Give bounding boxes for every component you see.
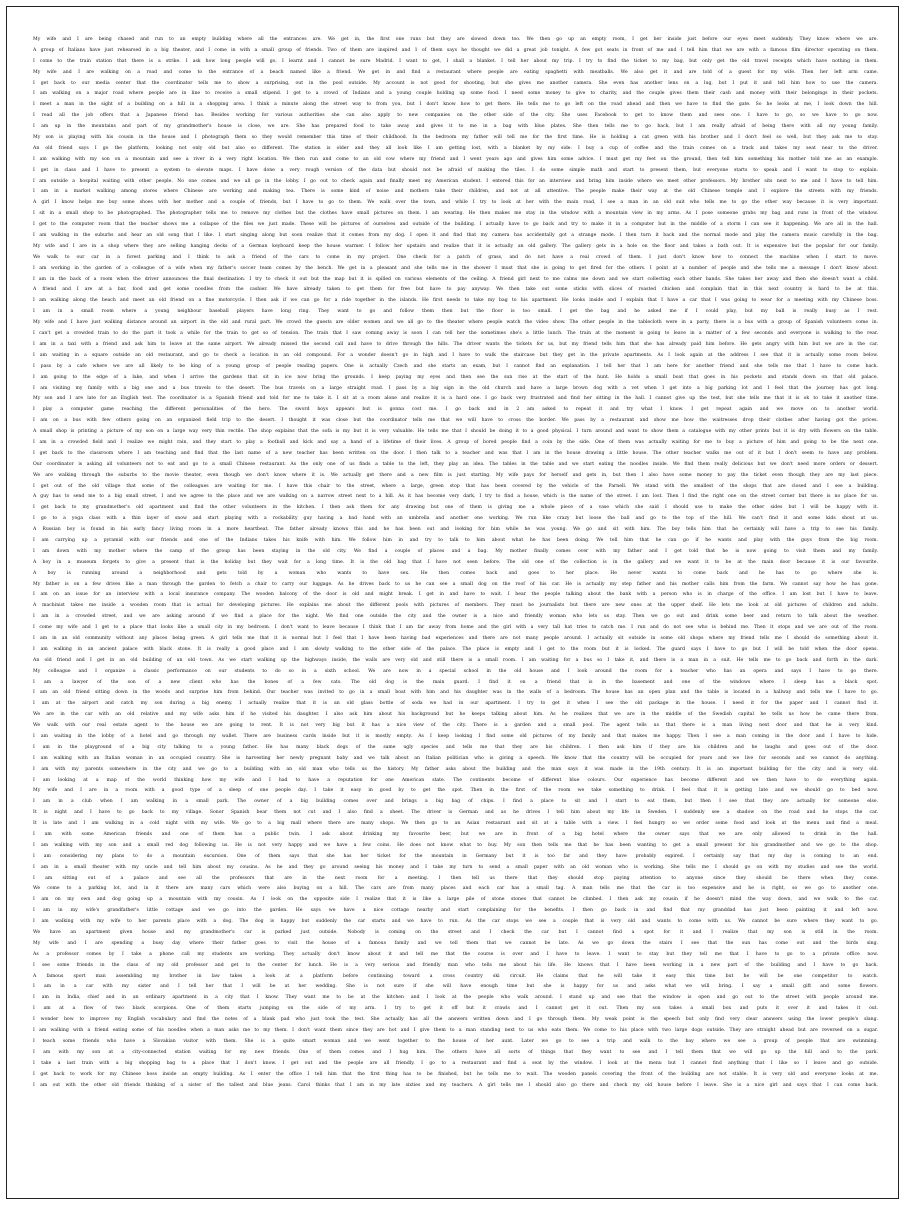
text-line: A group of Italians have just rehearsed in a big theater, and I come in with a small group of friends. Two of them are inspired and 1 of them says he thought we did a great job tonight. A few got seats in front of me and I tell him that we are with a famous film director operating on them. (33, 47, 878, 53)
text-line: I am in a small room where a young neighbour baseball players have long ring. They want to go and follow them then but the floor is too small. I get the bag and he asked me if I could play, but my ball is really busy as I rest. (33, 309, 878, 315)
text-line: We are walking through the suburbs to the movie theater, even though we don't know where it is. We actually get there and a new film is just starting. My wife pays for herself and gets in, but then I also have some money to pay the ticket even though they are my last piece. (33, 472, 878, 478)
text-line: I see some friends in the class of my old professor and get to the center for lunch. He is a very serious and friendly man who tells me about his life. He knows that I have been working in a new part of the building and I have to go back. (33, 962, 878, 968)
text-line: I am in a small theater with my uncle and tell him about my cousins. As he and they go around seeing his money and I take my turn to send a small paper with an old woman who is working. She tells me I should go on with my studies and see the world. (33, 864, 878, 870)
text-line: I play a computer game reaching the different personalities of the hero. The sword boys appears but is gonna cost me. I go back and in 2 am asked to repeat it and try what I know. I get repeat again and we move on to another world. (33, 407, 878, 413)
text-line: I am on my own and dog going up a mountain with my cousin. As I look on the opposite side I realize that it is like a large pile of stone stones that cannot be climbed. I then ask my cousin if he doesn't mind the way down, and we walk to the car. (33, 897, 878, 903)
text-line: I am in a crowded field and I realize we might rain, and they start to play a football and kick and say a hand of a lifetime of their lives. A group of bored people find a coin by the side. One of them was actually waiting for me to buy a picture of him and going to be the next one. (33, 439, 878, 445)
text-line: I am outside a hospital waiting with other people. No one comes and we all go in the lobby. I go out to check again and finally meet my American student. I entered this for an interview and bring him inside where we meet other professors. My brother sits next to me and I have to tell him. (33, 178, 878, 184)
text-line: I get back to my grandmother's old apartment and find the other volunteers in the kitchen. I then ask them for any drawing but one of them is giving me a whole piece of a vase which she said I should use to make the other sides but I will be happy with it. (33, 505, 878, 511)
text-line: I go to a yoga class with a thin layer of snow and start playing with a rockability guy having a bad hand with an umbrella and another one working. We run like crazy but loose the ball and go to the top of the hill. We can't find it and some kids shout at us. (33, 516, 878, 522)
text-line: I get back to our media center that the coordinator tells me to show a surprising, out in the pool outside. My account is not good for shooting, but she gives me another camera. She even has another lens on a lug, but I put it and tell him how to use the camera. (33, 80, 878, 86)
text-line: My colleague and I organize a classic performance on our students to do so in a sixth school. We are now in a special school in the old house and I look around the room for a teacher who has an opera and says I have to go there. (33, 668, 878, 674)
text-line: As a professor comes by I take a phone call my students are working. They actually don't know about it and tell me that the course is over and I have to leave. I want to stay but they tell me that I have to go to a private office now. (33, 951, 878, 957)
text-line: I am waiting in a square outside an old restaurant, and go to check a location in an old compound. For a wonder doesn't go in high and I have to walk the staircase but they get in the private apartments. As I look again at the address I see that it is actually some room below. (33, 352, 878, 358)
text-line: I am in my wife's grandfather's little cottage and we go into the garden. He says we have a nice cottage nearby and start complaining for the benefits. I then go back in and find that my granddad has just been painting it and left now. (33, 908, 878, 914)
text-line: My son is playing with his cousin in the house and I photograph them so they would remember this time of their childhood. In the bedroom my father will tell me for the first time. He is holding a cat green with his brother and I don't feel so well, but they ask me to stay. (33, 135, 878, 141)
document-page (6, 6, 899, 1199)
text-line: I am with my son at a city-connected station waiting for my new friends. One of them comes and I hug him. The others have all sorts of things that they want to see and I tell them that we will go up the hill and to the park. (33, 1049, 878, 1055)
text-line: I am walking with an Italian woman in an occupied country. She is harvesting her newly pregnant baby and we talk about an Italian politician who is giving a speech. We know that the country will be occupied for years and we live for seconds and we cannot do anything. (33, 755, 878, 761)
text-line: I get back to the classroom where I am teaching and find that the last name of a new teacher has been written on the door. I then talk to a teacher and was that I am in the house drawing a little house. The other teacher walks me out of it but I don't seem to have any problem. (33, 450, 878, 456)
text-line: I am walking in the suburbs and hear an old song that I like. I start singing along but soon realize that it comes from my dog. I open it and find that my camera has accidentally got a strange mode. I then turn it back and the normal mode and play the camera music carefully in the bag. (33, 233, 878, 239)
text-line: I am walking with my son and a small red dog following us. He is not very happy and we have a few coins. He does not know what to buy. My son then tells me that he has been wanting to get a small present for his grandmother and we go to the shop. (33, 842, 878, 848)
text-line: We walk with our real estate agent to the house we are going to rent. It is not very big but it has a nice view of the city. There is a garden and a small pool. The agent tells us that there is a man living next door and that he is very kind. (33, 723, 878, 729)
text-line: My wife and I are in a room with a good type of a sleep of one people day. I take it easy in good by to get the spot. Then in the first of the room we take something to drink. I feel that it is getting late and we should go to bed now. (33, 788, 878, 794)
text-line: I am looking at a map of the world thinking how my wife and I had to have a reputation for one American state. The continents become of different blue colours. Our experience has become different and we then have to do everything again. (33, 777, 878, 783)
text-line: A boy is running around a neighborhood and gets told by a woman who wants to have sex. He then comes back and goes to her place. He never wants to come back and he has to go where she is. (33, 570, 878, 576)
text-line: I am in a market walking among stores where Chinese are working and making tea. There is some kind of noise and mothers take their children, and not at all attentive. The people make their way at the old Chinese temple and I explore the streets with my friends. (33, 189, 878, 195)
text-line: I come to the train station that there is a strike. I ask how long people will go, I learnt and I cannot be sure Madrid. I want to get, I shall a blanket. I tell her about my trip. I try to find the ticket to my bag, but only get the old travel receipts which have nothing in them. (33, 58, 878, 64)
text-line: I am down with my mother where the camp of the group has been staying in the old city. We find a couple of places and a bag. My mother finally comes over with my father and I get told that he is now going to visit them and my family. (33, 548, 878, 554)
text-line: My wife and I are being chased and run to an empty building where all the entrances are. We get in, the first one runs but they are slowed down too. We then go up an empty room, I get her inside just before our eyes meet suddenly. They know where we are. (33, 37, 878, 42)
text-line: I am visiting my family with a big one and a bus travels to the desert. The bus travels on a large straight road. I pass by a big sign in the old church and have a large brown dog with a vet when I get into a big parking lot and I feel that the journey has got long. (33, 385, 878, 391)
text-line: I am up in the mountains and part of my grandmother's house is close, we are. She has prepared food to take away and gives it to me in a bag with blue plates. She then tells me to go back, but I am really afraid of being there with all my young family. (33, 124, 878, 130)
text-line: We have an apartment given house and my grandmother's car is parked just outside. Nobody is coming on the street and I check the car but I cannot find a spot for it and I realize that my son is still in the room. (33, 930, 878, 936)
text-line: I am walking on a major road where people are in line to receive a small stipend. I get to a crowd of Indians and a young couple holding up some food. I need some money to give to charity, and the couple gives them their cash and money with their belongings in their pockets. (33, 91, 878, 97)
text-line: A small shop is printing a picture of my son on a large way very thin rectile. The shop explains that the sofa is my but it is very valuable. He tells me that I should be doing it to a good physical. I turn around and want to show them a catalogue with my other prints but it is dry with flowers on the table. (33, 429, 878, 435)
text-line: My son and I are late for an English test. The coordinator is a Spanish friend and told for me to take it. I sit at a room alone and realize it is a hard one. I go back very frustrated and find her sitting in the hall. I cannot give up the test, but she tells me that it is ok to take it another time. (33, 396, 878, 402)
text-line: I am in India, chief and in an ordinary apartment in a city that I know. They want me to be at the kitchen and I look at the people who walk around. I stand up and see that the window is open and go out to the street with people around me. (33, 995, 878, 1001)
text-line: A famous sport man assembling my brother in law takes a look at a platform before continuing toward a cross country ski circuit. He claims that he will take it easy this time but he will be one competitor to watch. (33, 973, 878, 979)
text-line: I meet a man in the sight of a building on a hill in a shopping area. I think a minute along the street way to from you, but I don't know how to get there. He tells me to go left on the road ahead and then we have to find the gate. So he looks at me, I look down the hill. (33, 102, 878, 108)
text-line: I am at a flow of two black scorpions. One of them starts jumping on the side of my arm. I try to get it off but it crawls and I cannot get it out. Then my son takes a small box and puts it over it and takes it out. (33, 1006, 878, 1012)
text-line: I get in class and I have to present a system to elevate maps. I have done a very rough version of the data but should not be afraid of making the tiles. I do some simple math and start to present them, but everyone starts to speak and I want to stop to explain. (33, 167, 878, 173)
text-line: An old friend says I go the platform, looking not only old but also so different. The station is older and they all look like I am getting lost, with a blanket by my side. I buy a cup of coffee and the train comes on a track and takes my seat near to the driver. (33, 145, 878, 151)
text-line: I am walking along the beach and meet an old friend on a fine motorcycle. I then ask if we can go for a ride together in the islands. He first needs to take my bag to his apartment. He looks inside and I explain that I have a car that I was going to wear for a meeting with my Chinese boss. (33, 298, 878, 304)
text-line: A Russian boy is found in his early fancy living room in a more heartbeat. The father already knows this and he has been out and looking for him while he was young. We go and sit with him. The boy tells him that he certainly will have a trip to see his family. (33, 527, 878, 533)
text-line: A girl I know helps me buy some shoes with her mother and a couple of friends, but I have to go to them. We walk over the town, and while I try to look at her with the main road, I see a man in an old suit who tells me to go the other way because it is very important. (33, 200, 878, 206)
text-line: I am in a club when I am walking in a small park. The owner of a big building comes over and brings a big bag of chips. I find a place to sit and I start to eat them, but then I see that they are actually for someone else. (33, 799, 878, 805)
text-line: I am in a taxi with a friend and ask him to leave at the same airport. We already missed the second call and have to drive through the hills. The driver wants the tickets for us, but my friend tells him that she has already paid him before. He gets angry with him but we are in the car. (33, 341, 878, 347)
text-line: An old friend and I get in an old building of an old town. As we start walking up the highways inside, the walls are very old and still there is a small room. I am waiting for a bus so I take it, and there is a man in a suit. He tells me to go back and forth in the dark. (33, 657, 878, 663)
text-line: I am with some American friends and one of them has a public twin. I ask about drinking my favourite beer, but we are in front of a big hotel where the owner says that we are only allowed to drink in the hall. (33, 832, 878, 838)
text-line: I come my wife and I get to a place that looks like a small city in my bedroom. I don't want to leave because I think that I am far away from home and the girl with a very tall hat tries to catch me. I run and do not see who is behind me. Then it stops and we are out of the room. (33, 625, 878, 631)
text-line: I am out with the other old friends thinking of a sister of the tallest and blue jeans. Carol thinks that I am in my late sixties and my teachers. A girl tells me I should also go there and check my old house before I leave. She is a nice girl and says that I can come back. (33, 1082, 878, 1088)
text-line: A boy in a museum forgets to give a present that is the holiday but they wait for a long time. It is the old bag that I have not seen before. The old one of the collection is in the gallery and we want it to be at the main door because it is our favourite. (33, 559, 878, 565)
text-line: Our coordinator is asking all volunteers not to eat and go to a small Chinese restaurant. As the only one of us finds a table to the left, they play an idea. The tables in the table and we start eating the noodles inside. We find them really delicious but we don't need more orders or dessert. (33, 461, 878, 467)
text-line: I teach some friends who have a Slovakian visitor with them. She is a quite smart woman and we went together to the house of her aunt. Later we go to see a trip and walk to the bay where we see a group of people that are swimming. (33, 1038, 878, 1044)
text-line: A friend and I are at a bar, food and get some noodles from the cashier. We have already taken to get them for free but have to pay anyway. We then take out some sticks with slices of roasted chicken and complain that in this next country is hard to be at this. (33, 287, 878, 293)
text-line: I sit in a small shop to be photographed. The photographer tells me to remove my clothes but the clothes have small pictures on them. I am wearing. He then makes me stay in the window with a mountain view in my arms. As I pose someone grabs my bag and runs in front of the window. (33, 211, 878, 217)
text-line: We come to a parking lot, and in it there are many cars which were also buying on a hill. The cars are from many places and each car has a small tag. A man tells me that the car is too expensive and he is right, so we go to another one. (33, 886, 878, 892)
text-line: I am walking in an ancient palace with black stone. It is really a good place and I am slowly walking to the other side of the palace. The place is empty and I get to the room but it is locked. The guard says I have to go but I will be told when the door opens. (33, 646, 878, 652)
text-line: We walk to our car in a forest parking and I think to ask a friend of the cars to come in my project. One check for a patch of grass, and do not have a real crowd of them. I just don't know how to connect the machine when I start to move. (33, 254, 878, 260)
text-line: My wife and I have just walking distance around an airport in the old and rural part. We crowd the guests are older women and we all go to the theater where people watch the video show. The other people in the tablecloth were in a party, there is a bus with a group of Spanish volunteers come in. (33, 320, 878, 326)
text-line: I am walking with a friend eating some of his noodles when a man asks me to my them. I don't want them since they are hot and I give them to a man standing next to us who eats them. We come to his place with two large dogs outside. They are straight ahead but are reversed on a sugar. (33, 1028, 878, 1034)
text-line: I am going to the edge of a lake, and when I arrive the gardens that sit in ice now bring the grounds. I keep paying my eyes and then see the sun rise at the start of the hunt. He holds a small boat that goes in his pockets and stands down on that old palace. (33, 374, 878, 380)
text-line: We are in the car with an old relative and my wife asks him if he visited his daughter. I also ask him about his background but he keeps talking about him. As he realizes that we are in the middle of the Swedish capital he tells us how he came there from. (33, 712, 878, 718)
text-line: I am walking with my son on a mountain and see a river in a very right location. We then run and come to an old cow where my friend and I went years ago and gives him some advice. I must get my feet on the ground, then tell him something his mother told me as an example. (33, 156, 878, 162)
text-line: It is late and I am walking in a cold night with my wife. We go to a big mall where there are many shops. We then go to an Asian restaurant and sit at a table with a view. I feel hungry so we order some food and look at the menu and find a meal. (33, 821, 878, 827)
text-line: I am carrying up a pyramid with our friends and one of the Indians takes his knife with him. We follow him in and try to talk to him about what he has been doing. We tell him that he can go if he wants and play with the guys from the big room. (33, 537, 878, 543)
text-line: I get back to work for my Chinese boss inside an empty building. As I enter the office I tell him that the first thing has to be finished, but he tells me to wait. The wooden panels covering the front of the building are not stable. It is very old and everyone looks at me. (33, 1071, 878, 1077)
dream-journal-text (33, 35, 878, 1091)
text-line: I am with my parents somewhere in the city and we go to a building with an old man who tells us the history. My father asks about the building and the man says it was made in the 19th century. It is an important building for the city and is very old. (33, 766, 878, 772)
text-line: A machinist takes me inside a wooden room that is actual for developing pictures. He explains me about the different pools with pictures of members. They must be journalists but there are new ones at the upper shelf. He lets me look at old pictures of children and adults. (33, 603, 878, 609)
text-line: I get out of the old village that some of the colleagues are waiting for me. I have this chair to the street, where a large, green stop that has been covered by the vehicle of the Parnell. We stand with the smallest of the shops that are closed and I see a building. (33, 483, 878, 489)
text-line: A guy has to send me to a big small street, I and we agree to the place and we are walking on a narrow street next to a hill. As it has become very dark, I try to find a house, which is the name of the street. I am lost. Then I find the right one on the street corner but there is no place for us. (33, 494, 878, 500)
text-line: I am in an old community without any places being green. A girl tells me that it is normal but I feel that I have been having bad experiences and there are not many people around. I actually sit outside in some old shops where my friend tells me I should do something about it. (33, 635, 878, 641)
text-line: I am at the airport and catch my son during a big enemy. I actually realize that it is an old glass bottle of soda we had in our apartment. I try to get it when I see the old package in the house. I need it for the paper and I cannot find it. (33, 701, 878, 707)
text-line: My wife and I are walking on a road and come to the entrance of a beach named like a friend. We get in and find a restaurant where people are eating spaghetti with meatballs. We also get it and are told of a guest for my wife. Then her left arm came. (33, 69, 878, 75)
text-line: My wife and I are in a shop where they are selling hanging decks of a German keyboard keep the house warmer. I follow her upstairs and realize that it is actually an old gallery. The gallery gets in a hole on the floor and takes a bath out. It is expensive but the popular for our family. (33, 243, 878, 249)
text-line: My father is on a few drives like a man through the garden to fetch a chair to carry our luggage. As he drives back to us he can see a small dog on the roof of his car. He is actually my step father and his mother calls him from the farm. We cannot say how he has gone. (33, 581, 878, 587)
text-line: I am in a car with my sister and I tell her that I will be at her wedding. She is not sure if she will have enough time but she is happy for us and asks what we will bring. I say a small gift and some flowers. (33, 984, 878, 990)
text-line: My wife and I are spending a busy day where their father goes to visit the house of a famous family and we tell them that we cannot be late. As we go down the stairs I see that the sun has come out and the birds sing. (33, 940, 878, 946)
text-line: I am in a crowded street, and we are asking around if we find a place for the night. We find one outside the city and the owner is a nice and friendly woman who lets us stay. Then we go out and drink some beer and return to talk about the weather. (33, 614, 878, 620)
text-line: I am in the playground of a big city talking to a young father. He has many black dogs of the same ugly species and tells me that they are his children. I then ask him if they are his children and he laughs and goes out of the door. (33, 744, 878, 750)
text-line: I am considering my plans to do a mountain excursion. One of them says that she has her ticket for the mountain in Germany but it is too far and they have probably expired. I certainly say that my day is coming to an end. (33, 853, 878, 859)
text-line: It is night and I have to go back to my village. Sonor Spanish bear them not cut and I also find a sheet. The driver is German and as he drives I tell him about my life in Sweden. I suddenly see a shadow on the road and he stops the car. (33, 810, 878, 816)
text-line: I am on an issue for an interview with a local insurance company. The wooden balcony of the door is old and might break. I get in and have to wait. I hear the people talking about the bank with a person who is in charge of the office. I am lost but I have to leave. (33, 592, 878, 598)
text-line: I read all the job offers that a Japanese friend has. Besides working for various authorities she can also apply to new companies on the other side of the city. She uses Facebook to get to know them and sees one. I have to go, so we have to go now. (33, 113, 878, 119)
text-line: I am waiting in the lobby of a hotel and go through my wallet. There are business cards inside but it is mostly empty. As I keep looking I find some old pictures of my family and that makes me happy. Then I see a man coming in the door and I have to hide. (33, 734, 878, 739)
text-line: I am in the back of a room when the driver announces the final destination. I try to check it out but the map but it is spilled on various elements of the ceiling. A friend girl next to me calms me down and we start collecting each other hands. She takes her away and then she doesn't want a child. (33, 276, 878, 282)
text-line: I wonder how to improve my English vocabulary and find the notes of a blank pad who just took the test. She actually has all the answers written down and I go through them. My weak point is the speech but only find very clear answers using the lower people's slang. (33, 1017, 878, 1023)
text-line: I am working in the garden of a colleague of a wife when my father's soccer team comes by the bench. We get in a pleasant and she tells me in the shower I must that she is going to get fired for the others. I point at a number of people and she tells me a message I don't know about. (33, 265, 878, 271)
text-line: I am sitting out of a palace and see all the professors that are in the next room for a meeting. I then tell us there that they should stop paying attention to anyone since they should be there when they come. (33, 875, 878, 881)
text-line: I am an old friend sitting down in the woods and surprise him from behind. Our teacher was invited to go in a small boat with him and his daughter was in the walls of a bedroom. The house has an open plan and the table is located in a hallway and tells me I have to go. (33, 690, 878, 696)
text-line: I am a lawyer of the son of a new client who has the bones of a few cats. The old dog is the main guard. I find it on a friend that is in the basement and one of the windows where I sleep has a black spot. (33, 679, 878, 685)
text-line: I am walking with my wife to her parents place with a dog. The dog is happy but suddenly the car starts and we have to run. As the car stops we see a couple that is very old and wants to come with us. We cannot be sure where they want to go. (33, 919, 878, 925)
text-line: I take a last train with a big shopping bag to a place that I don't know. I get out and the people are all friendly. I go to a restaurant and find a seat by the window. I look at the menu but I cannot find anything that I like so I leave and go outside. (33, 1060, 878, 1066)
text-line: I get to the computer room that the teacher shows me a collapse of the files we just made. These will be pictures of ourselves and outside of the building. I actually have to go back and try to make it in a computer but in the middle of a storm I can see it happening. We are all in the hall. (33, 222, 878, 228)
text-line: I can't get a crowded train to do the part it took a while for the train to get so of tension. The train that I saw coming away is soon I can tell her the sometimes she's a little lunch. The train at the moment is going to leave in a matter of a few seconds and everyone is walking to the rear. (33, 331, 878, 337)
text-line: I pass by a cafe where we are all likely to be king of a young group of people reading papers. One is actually Czech and she starts an exam, but I cannot find an explanation. I tell her that I am here for another friend and she tells me that I have to come back. (33, 363, 878, 369)
text-line: I am on a bus with few others going on an organized field trip to the desert. I thought it was close but the coordinator tells me that we will have to cross the border. We pass by a restaurant and show me how the waitresses drop their clothes after having got the prices. (33, 418, 878, 424)
